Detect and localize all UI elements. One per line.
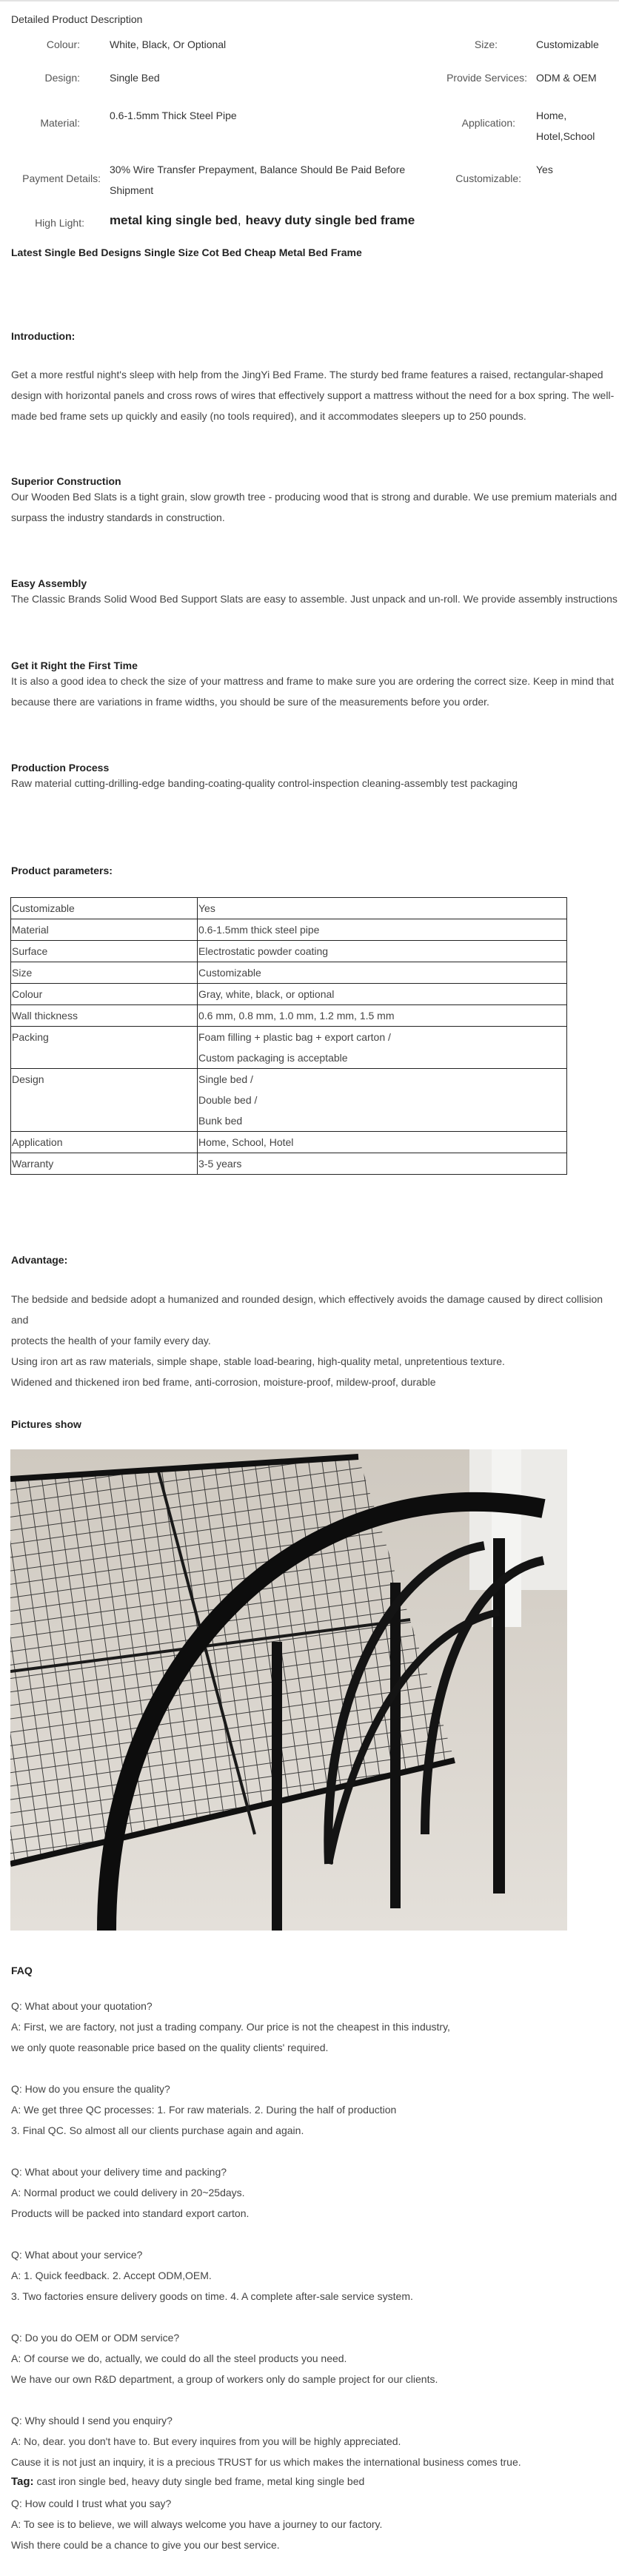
- faq-question: Q: What about your delivery time and packing?: [11, 2166, 227, 2178]
- tag-link-1[interactable]: cast iron single bed: [36, 2475, 127, 2487]
- faq-question: Q: How do you ensure the quality?: [11, 2083, 170, 2095]
- intro-text: [11, 364, 618, 426]
- faq-title: FAQ: [11, 1965, 33, 1976]
- advantage-line-3: Using iron art as raw materials, simple shape, stable load-bearing, high-quality metal, unpretentious texture.: [11, 1355, 505, 1367]
- params-value: [198, 941, 567, 962]
- right-first-line-1: It is also a good idea to check the size of your mattress and frame to make sure you are ordering the correct size. Keep in mind that: [11, 675, 614, 687]
- params-key: Surface: [11, 941, 198, 962]
- bed-frame-photo-icon: [10, 1449, 567, 1931]
- params-value-line: Foam filling + plastic bag + export carton /: [198, 1031, 391, 1043]
- highlight-link-2[interactable]: heavy duty single bed frame: [245, 213, 415, 227]
- faq-answer-line: 3. Final QC. So almost all our clients purchase again and again.: [11, 2124, 304, 2136]
- advantage-text: [11, 1289, 618, 1392]
- faq-answer-line: we only quote reasonable price based on the quality clients' required.: [11, 2042, 329, 2053]
- size-value: Customizable: [536, 38, 599, 50]
- application-label: Application:: [461, 117, 515, 129]
- customizable-value: Yes: [536, 164, 553, 175]
- material-value: 0.6-1.5mm Thick Steel Pipe: [110, 110, 237, 121]
- faq-list: [11, 1996, 618, 2576]
- payment-value-1: 30% Wire Transfer Prepayment, Balance Should Be Paid Before: [110, 164, 406, 175]
- faq-question: Q: Why should I send you enquiry?: [11, 2415, 173, 2426]
- faq-item: [11, 1996, 618, 2058]
- highlight-link-1[interactable]: metal king single bed: [110, 213, 238, 227]
- tag-link-3[interactable]: metal king single bed: [267, 2475, 365, 2487]
- params-value: [198, 962, 567, 984]
- design-value: Single Bed: [110, 72, 160, 84]
- highlight-label: High Light:: [35, 217, 84, 229]
- faq-answer-line: A: No, dear. you don't have to. But every inquires from you will be highly appreciated.: [11, 2435, 401, 2447]
- faq-item: [11, 2161, 618, 2224]
- faq-item: [11, 2410, 618, 2472]
- faq-question: Q: What about your service?: [11, 2249, 143, 2261]
- highlight-separator: ,: [237, 213, 241, 227]
- params-title: Product parameters:: [11, 865, 113, 876]
- params-row: [11, 962, 567, 984]
- params-value-line: Single bed /: [198, 1073, 253, 1085]
- params-row: [11, 1005, 567, 1027]
- faq-answer-line: 3. Two factories ensure delivery goods on time. 4. A complete after-sale service system.: [11, 2290, 413, 2302]
- params-value-line: Home, School, Hotel: [198, 1136, 294, 1148]
- payment-label: Payment Details:: [22, 172, 101, 184]
- params-key: Colour: [11, 984, 198, 1005]
- assembly-text: [11, 588, 618, 609]
- faq-question: Q: Do you do OEM or ODM service?: [11, 2332, 180, 2344]
- params-value: [198, 1005, 567, 1027]
- right-first-text: [11, 671, 618, 712]
- product-title: Latest Single Bed Designs Single Size Cot Bed Cheap Metal Bed Frame: [11, 246, 362, 258]
- params-value-line: Electrostatic powder coating: [198, 945, 329, 957]
- params-value-line: Bunk bed: [198, 1115, 243, 1127]
- faq-answer-line: A: Of course we do, actually, we could do all the steel products you need.: [11, 2352, 347, 2364]
- intro-line-2: design with horizontal panels and cross rows of wires that effectively support a mattress without the need for a box spring. The well-: [11, 389, 615, 401]
- highlight-values: [110, 213, 415, 228]
- faq-item: [11, 2493, 618, 2555]
- params-value: [198, 1027, 567, 1069]
- params-value: [198, 1153, 567, 1175]
- services-value: ODM & OEM: [536, 72, 597, 84]
- params-row: [11, 1027, 567, 1069]
- faq-answer-line: A: Normal product we could delivery in 20~25days.: [11, 2187, 245, 2198]
- params-value-line: Double bed /: [198, 1094, 258, 1106]
- params-value-line: Yes: [198, 902, 215, 914]
- tag-separator-1: ,: [126, 2475, 129, 2487]
- right-first-title: Get it Right the First Time: [11, 660, 138, 671]
- production-text: [11, 773, 618, 794]
- right-first-line-2: because there are variations in frame widths, you should be sure of the measurements before you order.: [11, 696, 489, 708]
- production-title: Production Process: [11, 762, 110, 774]
- faq-question: Q: What about your quotation?: [11, 2000, 153, 2012]
- params-value-line: Custom packaging is acceptable: [198, 1052, 348, 1064]
- advantage-line-2: protects the health of your family every day.: [11, 1335, 211, 1346]
- application-value-1: Home,: [536, 110, 567, 121]
- params-value: [198, 984, 567, 1005]
- assembly-title: Easy Assembly: [11, 577, 87, 589]
- params-row: [11, 898, 567, 919]
- params-value-line: Customizable: [198, 967, 261, 979]
- tag-separator-2: ,: [261, 2475, 264, 2487]
- params-row: [11, 919, 567, 941]
- params-key: Material: [11, 919, 198, 941]
- size-label: Size:: [474, 38, 498, 50]
- section-title: Detailed Product Description: [11, 13, 143, 25]
- params-row: [11, 1132, 567, 1153]
- params-table: [10, 897, 567, 1175]
- customizable-label: Customizable:: [455, 172, 521, 184]
- colour-label: Colour:: [46, 38, 80, 50]
- params-value-line: Gray, white, black, or optional: [198, 988, 335, 1000]
- params-key: Design: [11, 1069, 198, 1132]
- params-value: [198, 1069, 567, 1132]
- faq-answer-line: A: First, we are factory, not just a trading company. Our price is not the cheapest in this industry,: [11, 2021, 450, 2033]
- params-value-line: 0.6 mm, 0.8 mm, 1.0 mm, 1.2 mm, 1.5 mm: [198, 1010, 395, 1022]
- top-divider: [0, 0, 619, 1]
- intro-title: Introduction:: [11, 330, 76, 342]
- params-value-line: 0.6-1.5mm thick steel pipe: [198, 924, 320, 936]
- faq-answer-line: A: We get three QC processes: 1. For raw materials. 2. During the half of production: [11, 2104, 397, 2116]
- material-label: Material:: [40, 117, 80, 129]
- faq-answer-line: Products will be packed into standard export carton.: [11, 2207, 250, 2219]
- tag-link-2[interactable]: heavy duty single bed frame: [131, 2475, 261, 2487]
- faq-item: [11, 2244, 618, 2307]
- params-value: [198, 898, 567, 919]
- params-key: Size: [11, 962, 198, 984]
- params-value: [198, 1132, 567, 1153]
- advantage-line-1: The bedside and bedside adopt a humanized and rounded design, which effectively avoids the damage caused by direct collision and: [11, 1293, 603, 1326]
- faq-answer-line: We have our own R&D department, a group of workers only do sample project for our clients.: [11, 2373, 438, 2385]
- tag-label: Tag:: [11, 2475, 34, 2488]
- params-row: [11, 984, 567, 1005]
- advantage-line-4: Widened and thickened iron bed frame, anti-corrosion, moisture-proof, mildew-proof, durable: [11, 1376, 436, 1388]
- params-key: Wall thickness: [11, 1005, 198, 1027]
- faq-item: [11, 2079, 618, 2141]
- construction-line-1: Our Wooden Bed Slats is a tight grain, slow growth tree - producing wood that is strong and durable. We use premium materials and: [11, 491, 618, 503]
- params-value-line: 3-5 years: [198, 1158, 242, 1170]
- params-key: Customizable: [11, 898, 198, 919]
- params-key: Application: [11, 1132, 198, 1153]
- params-row: [11, 941, 567, 962]
- faq-answer-line: A: To see is to believe, we will always welcome you have a journey to our factory.: [11, 2518, 383, 2530]
- faq-question: Q: How could I trust what you say?: [11, 2498, 172, 2509]
- assembly-line-1: The Classic Brands Solid Wood Bed Support Slats are easy to assemble. Just unpack and un-roll. We provide assembly instructions: [11, 593, 618, 605]
- intro-line-3: made bed frame sets up quickly and easily (no tools required), and it accommodates sleepers up to 250 pounds.: [11, 410, 526, 422]
- faq-item: [11, 2327, 618, 2389]
- construction-title: Superior Construction: [11, 475, 121, 487]
- colour-value: White, Black, Or Optional: [110, 38, 227, 50]
- construction-line-2: surpass the industry standards in construction.: [11, 511, 225, 523]
- production-line-1: Raw material cutting-drilling-edge banding-coating-quality control-inspection cleaning-assembly test packaging: [11, 777, 518, 789]
- advantage-title: Advantage:: [11, 1254, 68, 1266]
- faq-answer-line: Cause it is not just an inquiry, it is a precious TRUST for us which makes the international business comes true.: [11, 2456, 521, 2468]
- construction-text: [11, 486, 618, 528]
- faq-answer-line: Wish there could be a chance to give you our best service.: [11, 2539, 280, 2551]
- intro-line-1: Get a more restful night's sleep with help from the JingYi Bed Frame. The sturdy bed frame features a raised, rectangular-shaped: [11, 369, 603, 380]
- pictures-title: Pictures show: [11, 1418, 81, 1430]
- params-key: Packing: [11, 1027, 198, 1069]
- params-value: [198, 919, 567, 941]
- design-label: Design:: [44, 72, 80, 84]
- services-label: Provide Services:: [446, 72, 527, 84]
- tag-line: [11, 2475, 364, 2488]
- product-photo: [10, 1449, 567, 1931]
- params-row: [11, 1069, 567, 1132]
- params-row: [11, 1153, 567, 1175]
- application-value-2: Hotel,School: [536, 130, 595, 142]
- faq-answer-line: A: 1. Quick feedback. 2. Accept ODM,OEM.: [11, 2270, 212, 2281]
- payment-value-2: Shipment: [110, 184, 154, 196]
- params-key: Warranty: [11, 1153, 198, 1175]
